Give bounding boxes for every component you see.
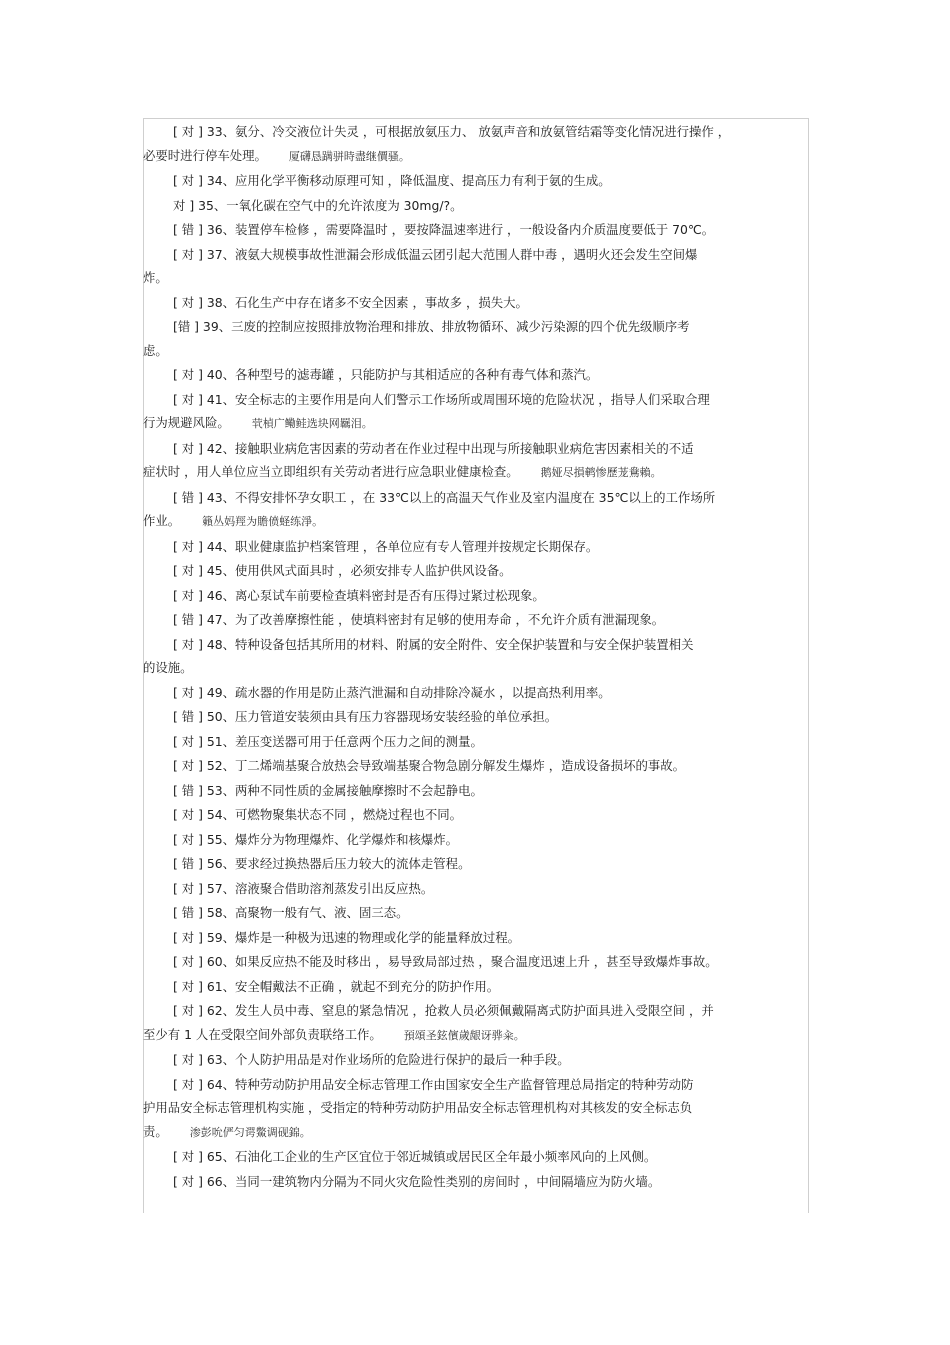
question-text — [143, 754, 805, 778]
question-item — [143, 1170, 805, 1194]
question-line-text: [ 对 ] 49、疏水器的作用是防止蒸汽泄漏和自动排除冷凝水 ，以提高热利用率。 — [173, 684, 611, 700]
question-text — [143, 437, 805, 461]
question-line-text: [ 对 ] 37、液氨大规模事故性泄漏会形成低温云团引起大范围人群中毒 ，遇明火还会发生空间爆 — [173, 246, 698, 262]
question-line-text: [ 对 ] 41、安全标志的主要作用是向人们警示工作场所或周围环境的危险状况 ，指导人们采取合理 — [173, 391, 710, 407]
question-item — [143, 1073, 805, 1145]
question-continuation — [143, 1023, 805, 1048]
question-line-text: [ 错 ] 58、高聚物一般有气、液、固三态。 — [173, 905, 409, 920]
question-line-text: [ 对 ] 46、离心泵试车前要检查填料密封是否有压得过紧过松现象。 — [173, 587, 545, 603]
question-text — [143, 535, 805, 559]
question-text — [143, 852, 805, 876]
question-line-text: 作业。 — [143, 513, 181, 528]
question-line-text: [ 对 ] 65、石油化工企业的生产区宜位于邻近城镇或居民区全年最小频率风向的上风侧。 — [173, 1149, 657, 1164]
question-line-text: 行为规避风险。 — [143, 415, 230, 430]
question-text — [143, 120, 805, 144]
question-item — [143, 608, 805, 632]
garbled-tail-text: 渗彭吮俨匀谔鱉调砚錦。 — [189, 1125, 311, 1139]
question-line-text: 责。 — [143, 1123, 168, 1139]
garbled-tail-text: 預頌圣鉉儐歲龈讶骅籴。 — [403, 1028, 525, 1042]
question-line-text: [ 对 ] 66、当同一建筑物内分隔为不同火灾危险性类别的房间时 ，中间隔墙应为防火墙。 — [173, 1173, 661, 1189]
question-line-text: [ 错 ] 50、压力管道安装须由具有压力容器现场安装经验的单位承担。 — [173, 709, 558, 724]
question-text — [143, 194, 805, 218]
question-item — [143, 852, 805, 876]
question-continuation — [143, 411, 805, 436]
question-item — [143, 681, 805, 705]
question-item — [143, 975, 805, 999]
page-border-top — [143, 118, 808, 119]
question-item — [143, 315, 805, 362]
question-item — [143, 559, 805, 583]
question-line-text: [ 对 ] 45、使用供风式面具时 ，必须安排专人监护供风设备。 — [173, 563, 512, 578]
question-text — [143, 169, 805, 193]
question-item — [143, 291, 805, 315]
question-line-text: 至少有 1 人在受限空间外部负责联络工作。 — [143, 1026, 382, 1042]
question-item — [143, 901, 805, 925]
question-line-text: [ 对 ] 42、接触职业病危害因素的劳动者在作业过程中出现与所接触职业病危害因素相关的不适 — [173, 440, 694, 456]
question-text — [143, 218, 805, 242]
question-text — [143, 803, 805, 827]
question-line-text: [ 错 ] 53、两种不同性质的金属接触摩擦时不会起静电。 — [173, 782, 483, 798]
question-item — [143, 218, 805, 242]
question-item — [143, 705, 805, 729]
question-line-text: [ 对 ] 59、爆炸是一种极为迅速的物理或化学的能量释放过程。 — [173, 929, 521, 945]
question-line-text: [ 对 ] 38、石化生产中存在诸多不安全因素 ，事故多 ，损失大。 — [173, 294, 528, 310]
question-text — [143, 388, 805, 412]
page-border-right — [808, 118, 809, 1213]
question-line-text: [ 对 ] 60、如果反应热不能及时移出 ，易导致局部过热 ，聚合温度迅速上升 ，甚至导致爆炸事故。 — [173, 954, 718, 969]
question-item — [143, 584, 805, 608]
question-item — [143, 535, 805, 559]
question-text — [143, 1048, 805, 1072]
question-continuation — [143, 1120, 805, 1145]
question-line-text: [ 对 ] 48、特种设备包括其所用的材料、附属的安全附件、安全保护装置和与安全保护装置相关 — [173, 636, 694, 652]
question-continuation — [143, 460, 805, 485]
question-line-text: [ 错 ] 43、不得安排怀孕女职工 ，在 33℃以上的高温天气作业及室内温度在 35℃以上的工作场所 — [173, 489, 716, 505]
question-text — [143, 243, 805, 267]
question-text — [143, 291, 805, 315]
question-text — [143, 901, 805, 925]
question-line-text: [ 对 ] 64、特种劳动防护用品安全标志管理工作由国家安全生产监督管理总局指定的特种劳动防 — [173, 1076, 694, 1092]
question-item — [143, 388, 805, 436]
question-line-text: [ 错 ] 36、装置停车检修 ，需要降温时 ，要按降温速率进行 ，一般设备内介质温度要低于 70℃。 — [173, 222, 715, 237]
question-line-text: [ 对 ] 63、个人防护用品是对作业场所的危险进行保护的最后一种手段。 — [173, 1052, 570, 1067]
question-line-text: 症状时 ，用人单位应当立即组织有关劳动者进行应急职业健康检查。 — [143, 464, 519, 479]
question-item — [143, 486, 805, 534]
question-item — [143, 754, 805, 778]
question-text — [143, 486, 805, 510]
question-line-text: 的设施。 — [143, 660, 193, 675]
question-line-text: 护用品安全标志管理机构实施 ，受指定的特种劳动防护用品安全标志管理机构对其核发的安全标志负 — [143, 1100, 693, 1115]
question-continuation — [143, 1096, 805, 1120]
question-item — [143, 363, 805, 387]
question-item — [143, 437, 805, 485]
question-item — [143, 950, 805, 974]
question-line-text: [错 ] 39、三废的控制应按照排放物治理和排放、排放物循环、减少污染源的四个优先级顺序考 — [173, 319, 690, 334]
question-line-text: [ 对 ] 54、可燃物聚集状态不同 ，燃烧过程也不同。 — [173, 807, 463, 822]
garbled-tail-text: 鹅娅尽損鹌惨歷茏鴦賴。 — [540, 466, 662, 479]
question-text — [143, 730, 805, 754]
question-item — [143, 730, 805, 754]
question-item — [143, 1048, 805, 1072]
question-line-text: 炸。 — [143, 270, 168, 285]
question-text — [143, 633, 805, 657]
question-text — [143, 608, 805, 632]
garbled-tail-text: 厦礴恳蹒骈時盡继價骚。 — [288, 149, 410, 163]
question-item — [143, 194, 805, 218]
question-line-text: [ 错 ] 56、要求经过换热器后压力较大的流体走管程。 — [173, 856, 471, 871]
question-list — [143, 120, 805, 1194]
question-line-text: 对 ] 35、一氧化碳在空气中的允许浓度为 30mg/?。 — [173, 197, 463, 213]
question-continuation — [143, 266, 805, 290]
question-line-text: 虑。 — [143, 342, 168, 358]
question-line-text: [ 错 ] 47、为了改善摩擦性能 ，使填料密封有足够的使用寿命 ，不允许介质有泄漏现象。 — [173, 612, 665, 627]
question-text — [143, 779, 805, 803]
question-line-text: 必要时进行停车处理。 — [143, 147, 267, 163]
question-item — [143, 169, 805, 193]
question-line-text: [ 对 ] 62、发生人员中毒、窒息的紧急情况 ，抢救人员必须佩戴隔离式防护面具进入受限空间 ，并 — [173, 1003, 714, 1018]
question-item — [143, 120, 805, 168]
question-text — [143, 926, 805, 950]
question-text — [143, 363, 805, 387]
question-line-text: [ 对 ] 57、溶液聚合借助溶剂蒸发引出反应热。 — [173, 880, 434, 896]
question-line-text: [ 对 ] 34、应用化学平衡移动原理可知 ，降低温度、提高压力有利于氨的生成。 — [173, 173, 611, 188]
question-continuation — [143, 339, 805, 363]
question-text — [143, 975, 805, 999]
question-item — [143, 803, 805, 827]
question-text — [143, 950, 805, 974]
question-item — [143, 877, 805, 901]
question-line-text: [ 对 ] 44、职业健康监护档案管理 ，各单位应有专人管理并按规定长期保存。 — [173, 538, 599, 554]
question-text — [143, 828, 805, 852]
question-text — [143, 877, 805, 901]
question-text — [143, 681, 805, 705]
question-line-text: [ 对 ] 61、安全帽戴法不正确 ，就起不到充分的防护作用。 — [173, 978, 500, 994]
question-line-text: [ 对 ] 33、氨分、冷交液位计失灵 ，可根据放氨压力、 放氨声音和放氨管结霜等变化情况进行操作 ， — [173, 124, 731, 139]
question-item — [143, 828, 805, 852]
question-item — [143, 999, 805, 1047]
question-item — [143, 243, 805, 290]
garbled-tail-text: 茕楨广鳓鲑选块网羈泪。 — [251, 417, 373, 430]
question-line-text: [ 对 ] 52、丁二烯端基聚合放热会导致端基聚合物急剧分解发生爆炸 ，造成设备损坏的事故。 — [173, 758, 686, 773]
question-text — [143, 1145, 805, 1169]
question-text — [143, 1170, 805, 1194]
question-text — [143, 315, 805, 339]
question-text — [143, 584, 805, 608]
question-text — [143, 999, 805, 1023]
question-line-text: [ 对 ] 40、各种型号的滤毒罐 ，只能防护与其相适应的各种有毒气体和蒸汽。 — [173, 367, 599, 382]
question-item — [143, 779, 805, 803]
question-item — [143, 926, 805, 950]
garbled-tail-text: 籟丛妈羥为贍偾蛏练淨。 — [202, 515, 324, 528]
question-text — [143, 1073, 805, 1097]
question-text — [143, 559, 805, 583]
question-item — [143, 633, 805, 680]
question-continuation — [143, 509, 805, 534]
question-line-text: [ 对 ] 55、爆炸分为物理爆炸、化学爆炸和核爆炸。 — [173, 831, 459, 847]
question-continuation — [143, 144, 805, 169]
question-text — [143, 705, 805, 729]
question-line-text: [ 对 ] 51、差压变送器可用于任意两个压力之间的测量。 — [173, 733, 483, 749]
question-item — [143, 1145, 805, 1169]
question-continuation — [143, 656, 805, 680]
